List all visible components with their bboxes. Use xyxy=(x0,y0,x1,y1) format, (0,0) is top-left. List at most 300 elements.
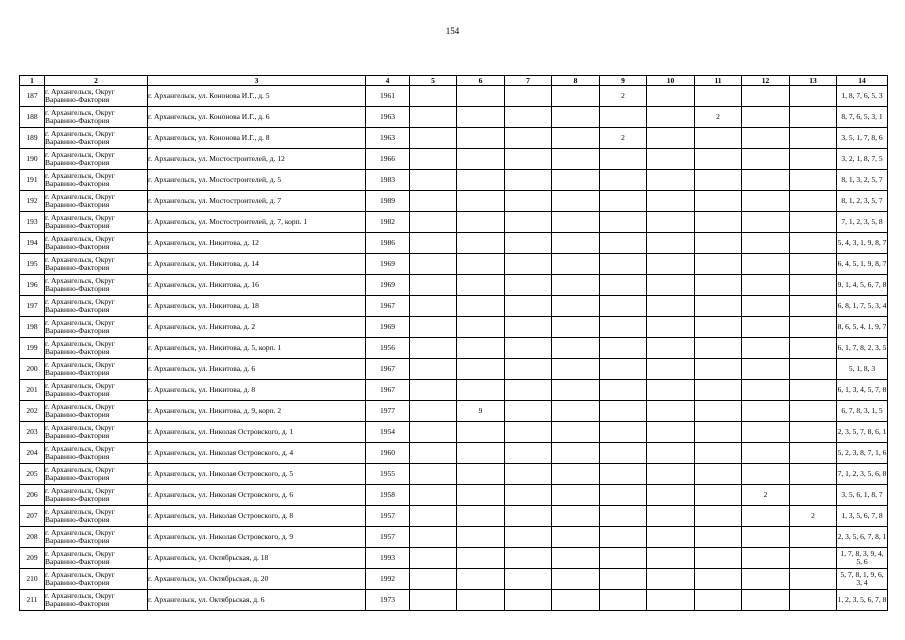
col11-cell xyxy=(695,254,742,275)
district-cell: г. Архангельск, Округ Варавино-Фактория xyxy=(45,254,148,275)
col7-cell xyxy=(505,338,552,359)
col14-cell: 1, 7, 8, 3, 9, 4, 5, 6 xyxy=(837,548,888,569)
year-cell: 1957 xyxy=(366,527,410,548)
row-number: 195 xyxy=(20,254,45,275)
col6-cell xyxy=(457,107,505,128)
district-cell: г. Архангельск, Округ Варавино-Фактория xyxy=(45,422,148,443)
col13-cell xyxy=(790,191,837,212)
col10-cell xyxy=(647,233,695,254)
year-cell: 1967 xyxy=(366,296,410,317)
col7-cell xyxy=(505,317,552,338)
col5-cell xyxy=(410,296,457,317)
col13-cell xyxy=(790,128,837,149)
year-cell: 1969 xyxy=(366,317,410,338)
col14-cell: 2, 3, 5, 6, 7, 8, 1 xyxy=(837,527,888,548)
address-cell: г. Архангельск, ул. Николая Островского, д. 5 xyxy=(148,464,366,485)
col12-cell xyxy=(742,401,790,422)
year-cell: 1966 xyxy=(366,149,410,170)
col11-cell xyxy=(695,128,742,149)
column-header-8: 8 xyxy=(552,76,600,86)
col13-cell xyxy=(790,443,837,464)
year-cell: 1993 xyxy=(366,548,410,569)
col7-cell xyxy=(505,170,552,191)
col8-cell xyxy=(552,506,600,527)
district-cell: г. Архангельск, Округ Варавино-Фактория xyxy=(45,380,148,401)
row-number: 194 xyxy=(20,233,45,254)
row-number: 191 xyxy=(20,170,45,191)
col11-cell xyxy=(695,485,742,506)
col6-cell xyxy=(457,317,505,338)
col14-cell: 6, 1, 7, 8, 2, 3, 5 xyxy=(837,338,888,359)
table-row xyxy=(20,128,888,149)
col6-cell xyxy=(457,275,505,296)
column-header-9: 9 xyxy=(600,76,647,86)
col10-cell xyxy=(647,191,695,212)
col14-cell: 6, 8, 1, 7, 5, 3, 4 xyxy=(837,296,888,317)
col8-cell xyxy=(552,527,600,548)
col5-cell xyxy=(410,401,457,422)
col11-cell xyxy=(695,149,742,170)
col12-cell xyxy=(742,506,790,527)
table-row xyxy=(20,464,888,485)
col5-cell xyxy=(410,86,457,107)
column-header-1: 1 xyxy=(20,76,45,86)
column-header-10: 10 xyxy=(647,76,695,86)
col12-cell xyxy=(742,233,790,254)
col13-cell xyxy=(790,296,837,317)
year-cell: 1957 xyxy=(366,506,410,527)
table-row xyxy=(20,506,888,527)
col5-cell xyxy=(410,548,457,569)
column-header-4: 4 xyxy=(366,76,410,86)
col9-cell xyxy=(600,359,647,380)
col14-cell: 3, 5, 6, 1, 8, 7 xyxy=(837,485,888,506)
district-cell: г. Архангельск, Округ Варавино-Фактория xyxy=(45,464,148,485)
col14-cell: 5, 1, 8, 3 xyxy=(837,359,888,380)
col7-cell xyxy=(505,149,552,170)
col12-cell xyxy=(742,86,790,107)
col7-cell xyxy=(505,296,552,317)
table-row xyxy=(20,212,888,233)
row-number: 210 xyxy=(20,569,45,590)
row-number: 196 xyxy=(20,275,45,296)
col13-cell xyxy=(790,233,837,254)
address-cell: г. Архангельск, ул. Кононова И.Г., д. 6 xyxy=(148,107,366,128)
col12-cell xyxy=(742,254,790,275)
col7-cell xyxy=(505,359,552,380)
col5-cell xyxy=(410,485,457,506)
col5-cell xyxy=(410,338,457,359)
col14-cell: 6, 1, 3, 4, 5, 7, 8 xyxy=(837,380,888,401)
district-cell: г. Архангельск, Округ Варавино-Фактория xyxy=(45,170,148,191)
col12-cell xyxy=(742,107,790,128)
col11-cell xyxy=(695,317,742,338)
col10-cell xyxy=(647,443,695,464)
col14-cell: 8, 1, 3, 2, 5, 7 xyxy=(837,170,888,191)
col10-cell xyxy=(647,296,695,317)
district-cell: г. Архангельск, Округ Варавино-Фактория xyxy=(45,359,148,380)
col13-cell xyxy=(790,86,837,107)
row-number: 199 xyxy=(20,338,45,359)
col8-cell xyxy=(552,359,600,380)
col14-cell: 5, 7, 8, 1, 9, 6, 3, 4 xyxy=(837,569,888,590)
col6-cell xyxy=(457,254,505,275)
col10-cell xyxy=(647,107,695,128)
col7-cell xyxy=(505,422,552,443)
district-cell: г. Архангельск, Округ Варавино-Фактория xyxy=(45,107,148,128)
col8-cell xyxy=(552,569,600,590)
col14-cell: 8, 6, 5, 4, 1, 9, 7 xyxy=(837,317,888,338)
col5-cell xyxy=(410,191,457,212)
year-cell: 1967 xyxy=(366,380,410,401)
col13-cell xyxy=(790,359,837,380)
col6-cell xyxy=(457,86,505,107)
col13-cell xyxy=(790,338,837,359)
district-cell: г. Архангельск, Округ Варавино-Фактория xyxy=(45,296,148,317)
col11-cell: 2 xyxy=(695,107,742,128)
col7-cell xyxy=(505,569,552,590)
col6-cell xyxy=(457,485,505,506)
col5-cell xyxy=(410,107,457,128)
address-cell: г. Архангельск, ул. Кононова И.Г., д. 8 xyxy=(148,128,366,149)
col10-cell xyxy=(647,548,695,569)
col14-cell: 6, 4, 5, 1, 9, 8, 7 xyxy=(837,254,888,275)
col12-cell xyxy=(742,170,790,191)
col14-cell: 9, 1, 4, 5, 6, 7, 8 xyxy=(837,275,888,296)
col13-cell xyxy=(790,590,837,611)
col11-cell xyxy=(695,233,742,254)
col8-cell xyxy=(552,401,600,422)
district-cell: г. Архангельск, Округ Варавино-Фактория xyxy=(45,128,148,149)
table-row xyxy=(20,275,888,296)
col11-cell xyxy=(695,338,742,359)
col6-cell xyxy=(457,191,505,212)
col5-cell xyxy=(410,569,457,590)
col6-cell xyxy=(457,380,505,401)
col10-cell xyxy=(647,149,695,170)
table-row xyxy=(20,401,888,422)
col11-cell xyxy=(695,401,742,422)
col6-cell xyxy=(457,548,505,569)
col6-cell xyxy=(457,170,505,191)
row-number: 208 xyxy=(20,527,45,548)
col12-cell xyxy=(742,443,790,464)
col11-cell xyxy=(695,590,742,611)
year-cell: 1961 xyxy=(366,86,410,107)
col10-cell xyxy=(647,170,695,191)
district-cell: г. Архангельск, Округ Варавино-Фактория xyxy=(45,317,148,338)
col10-cell xyxy=(647,485,695,506)
address-cell: г. Архангельск, ул. Никитова, д. 5, корп. 1 xyxy=(148,338,366,359)
address-cell: г. Архангельск, ул. Никитова, д. 9, корп. 2 xyxy=(148,401,366,422)
year-cell: 1977 xyxy=(366,401,410,422)
col6-cell xyxy=(457,527,505,548)
row-number: 202 xyxy=(20,401,45,422)
col5-cell xyxy=(410,590,457,611)
col11-cell xyxy=(695,422,742,443)
col5-cell xyxy=(410,359,457,380)
col7-cell xyxy=(505,590,552,611)
col7-cell xyxy=(505,485,552,506)
col7-cell xyxy=(505,128,552,149)
col11-cell xyxy=(695,275,742,296)
address-cell: г. Архангельск, ул. Николая Островского, д. 9 xyxy=(148,527,366,548)
col14-cell: 2, 3, 5, 7, 8, 6, 1 xyxy=(837,422,888,443)
year-cell: 1954 xyxy=(366,422,410,443)
col9-cell xyxy=(600,338,647,359)
district-cell: г. Архангельск, Округ Варавино-Фактория xyxy=(45,233,148,254)
col14-cell: 1, 8, 7, 6, 5, 3 xyxy=(837,86,888,107)
year-cell: 1973 xyxy=(366,590,410,611)
col11-cell xyxy=(695,191,742,212)
table-body xyxy=(20,86,888,611)
col14-cell: 6, 7, 8, 3, 1, 5 xyxy=(837,401,888,422)
col9-cell xyxy=(600,422,647,443)
row-number: 198 xyxy=(20,317,45,338)
col7-cell xyxy=(505,254,552,275)
col14-cell: 1, 3, 5, 6, 7, 8 xyxy=(837,506,888,527)
col5-cell xyxy=(410,317,457,338)
col7-cell xyxy=(505,212,552,233)
col9-cell xyxy=(600,191,647,212)
col13-cell xyxy=(790,275,837,296)
col13-cell xyxy=(790,107,837,128)
col13-cell xyxy=(790,569,837,590)
col8-cell xyxy=(552,338,600,359)
col10-cell xyxy=(647,86,695,107)
district-cell: г. Архангельск, Округ Варавино-Фактория xyxy=(45,443,148,464)
row-number: 205 xyxy=(20,464,45,485)
year-cell: 1967 xyxy=(366,359,410,380)
col12-cell xyxy=(742,317,790,338)
year-cell: 1963 xyxy=(366,107,410,128)
data-table xyxy=(19,75,888,611)
col11-cell xyxy=(695,548,742,569)
col12-cell xyxy=(742,527,790,548)
col8-cell xyxy=(552,317,600,338)
table-row xyxy=(20,422,888,443)
col8-cell xyxy=(552,296,600,317)
col10-cell xyxy=(647,254,695,275)
row-number: 209 xyxy=(20,548,45,569)
district-cell: г. Архангельск, Округ Варавино-Фактория xyxy=(45,191,148,212)
col9-cell: 2 xyxy=(600,86,647,107)
column-header-11: 11 xyxy=(695,76,742,86)
col10-cell xyxy=(647,464,695,485)
col5-cell xyxy=(410,254,457,275)
address-cell: г. Архангельск, ул. Октябрьская, д. 6 xyxy=(148,590,366,611)
column-header-12: 12 xyxy=(742,76,790,86)
col12-cell xyxy=(742,359,790,380)
col10-cell xyxy=(647,317,695,338)
row-number: 190 xyxy=(20,149,45,170)
col6-cell xyxy=(457,422,505,443)
table-row xyxy=(20,233,888,254)
address-cell: г. Архангельск, ул. Мостостроителей, д. 7 xyxy=(148,191,366,212)
district-cell: г. Архангельск, Округ Варавино-Фактория xyxy=(45,590,148,611)
col7-cell xyxy=(505,464,552,485)
col8-cell xyxy=(552,107,600,128)
table-row xyxy=(20,359,888,380)
row-number: 197 xyxy=(20,296,45,317)
col7-cell xyxy=(505,233,552,254)
col9-cell xyxy=(600,506,647,527)
col14-cell: 8, 7, 6, 5, 3, 1 xyxy=(837,107,888,128)
col13-cell xyxy=(790,485,837,506)
col14-cell: 5, 4, 3, 1, 9, 8, 7 xyxy=(837,233,888,254)
column-header-2: 2 xyxy=(45,76,148,86)
col12-cell xyxy=(742,464,790,485)
year-cell: 1969 xyxy=(366,254,410,275)
col11-cell xyxy=(695,86,742,107)
address-cell: г. Архангельск, ул. Мостостроителей, д. 12 xyxy=(148,149,366,170)
col9-cell xyxy=(600,149,647,170)
address-cell: г. Архангельск, ул. Мостостроителей, д. 7, корп. 1 xyxy=(148,212,366,233)
col9-cell xyxy=(600,569,647,590)
col8-cell xyxy=(552,149,600,170)
col10-cell xyxy=(647,212,695,233)
col8-cell xyxy=(552,170,600,191)
year-cell: 1969 xyxy=(366,275,410,296)
col9-cell xyxy=(600,443,647,464)
column-header-7: 7 xyxy=(505,76,552,86)
row-number: 192 xyxy=(20,191,45,212)
col6-cell xyxy=(457,464,505,485)
district-cell: г. Архангельск, Округ Варавино-Фактория xyxy=(45,548,148,569)
col12-cell xyxy=(742,275,790,296)
col6-cell xyxy=(457,128,505,149)
col9-cell xyxy=(600,212,647,233)
col10-cell xyxy=(647,422,695,443)
row-number: 189 xyxy=(20,128,45,149)
col13-cell xyxy=(790,464,837,485)
table-row xyxy=(20,569,888,590)
district-cell: г. Архангельск, Округ Варавино-Фактория xyxy=(45,485,148,506)
district-cell: г. Архангельск, Округ Варавино-Фактория xyxy=(45,86,148,107)
col14-cell: 3, 2, 1, 8, 7, 5 xyxy=(837,149,888,170)
col5-cell xyxy=(410,443,457,464)
col5-cell xyxy=(410,170,457,191)
table-row xyxy=(20,590,888,611)
col8-cell xyxy=(552,443,600,464)
col6-cell xyxy=(457,359,505,380)
year-cell: 1983 xyxy=(366,170,410,191)
col11-cell xyxy=(695,443,742,464)
col6-cell xyxy=(457,296,505,317)
col5-cell xyxy=(410,527,457,548)
col6-cell xyxy=(457,443,505,464)
address-cell: г. Архангельск, ул. Никитова, д. 16 xyxy=(148,275,366,296)
col12-cell xyxy=(742,149,790,170)
col10-cell xyxy=(647,128,695,149)
col10-cell xyxy=(647,590,695,611)
col7-cell xyxy=(505,443,552,464)
col7-cell xyxy=(505,506,552,527)
district-cell: г. Архангельск, Округ Варавино-Фактория xyxy=(45,506,148,527)
district-cell: г. Архангельск, Округ Варавино-Фактория xyxy=(45,569,148,590)
col9-cell xyxy=(600,401,647,422)
column-header-5: 5 xyxy=(410,76,457,86)
col8-cell xyxy=(552,380,600,401)
col14-cell: 5, 2, 3, 8, 7, 1, 6 xyxy=(837,443,888,464)
col8-cell xyxy=(552,254,600,275)
address-cell: г. Архангельск, ул. Николая Островского, д. 8 xyxy=(148,506,366,527)
row-number: 193 xyxy=(20,212,45,233)
col13-cell xyxy=(790,401,837,422)
col14-cell: 8, 1, 2, 3, 5, 7 xyxy=(837,191,888,212)
col13-cell xyxy=(790,548,837,569)
col8-cell xyxy=(552,422,600,443)
address-cell: г. Архангельск, ул. Октябрьская, д. 20 xyxy=(148,569,366,590)
year-cell: 1955 xyxy=(366,464,410,485)
col11-cell xyxy=(695,359,742,380)
address-cell: г. Архангельск, ул. Николая Островского, д. 4 xyxy=(148,443,366,464)
col9-cell xyxy=(600,170,647,191)
col9-cell xyxy=(600,590,647,611)
row-number: 187 xyxy=(20,86,45,107)
col6-cell xyxy=(457,590,505,611)
col11-cell xyxy=(695,527,742,548)
col14-cell: 1, 2, 3, 5, 6, 7, 8 xyxy=(837,590,888,611)
col6-cell xyxy=(457,149,505,170)
col7-cell xyxy=(505,380,552,401)
col5-cell xyxy=(410,275,457,296)
col12-cell xyxy=(742,338,790,359)
col13-cell xyxy=(790,170,837,191)
col14-cell: 7, 1, 2, 3, 5, 8 xyxy=(837,212,888,233)
col5-cell xyxy=(410,128,457,149)
col13-cell: 2 xyxy=(790,506,837,527)
row-number: 204 xyxy=(20,443,45,464)
table-row xyxy=(20,149,888,170)
col6-cell xyxy=(457,569,505,590)
table-row xyxy=(20,107,888,128)
col13-cell xyxy=(790,149,837,170)
table-row xyxy=(20,254,888,275)
col13-cell xyxy=(790,254,837,275)
col5-cell xyxy=(410,212,457,233)
col5-cell xyxy=(410,380,457,401)
table-row xyxy=(20,527,888,548)
page-number: 154 xyxy=(445,26,460,36)
district-cell: г. Архангельск, Округ Варавино-Фактория xyxy=(45,275,148,296)
col6-cell xyxy=(457,233,505,254)
col10-cell xyxy=(647,506,695,527)
col14-cell: 7, 1, 2, 3, 5, 6, 8 xyxy=(837,464,888,485)
address-cell: г. Архангельск, ул. Кононова И.Г., д. 5 xyxy=(148,86,366,107)
col7-cell xyxy=(505,548,552,569)
col9-cell xyxy=(600,548,647,569)
col12-cell xyxy=(742,191,790,212)
col9-cell xyxy=(600,254,647,275)
col11-cell xyxy=(695,296,742,317)
address-cell: г. Архангельск, ул. Никитова, д. 8 xyxy=(148,380,366,401)
address-cell: г. Архангельск, ул. Никитова, д. 12 xyxy=(148,233,366,254)
col9-cell xyxy=(600,275,647,296)
col8-cell xyxy=(552,485,600,506)
col5-cell xyxy=(410,149,457,170)
table-row xyxy=(20,443,888,464)
col12-cell xyxy=(742,548,790,569)
col8-cell xyxy=(552,86,600,107)
col9-cell xyxy=(600,527,647,548)
col6-cell xyxy=(457,338,505,359)
col13-cell xyxy=(790,317,837,338)
col12-cell xyxy=(742,128,790,149)
col6-cell xyxy=(457,506,505,527)
table-row xyxy=(20,296,888,317)
col5-cell xyxy=(410,506,457,527)
